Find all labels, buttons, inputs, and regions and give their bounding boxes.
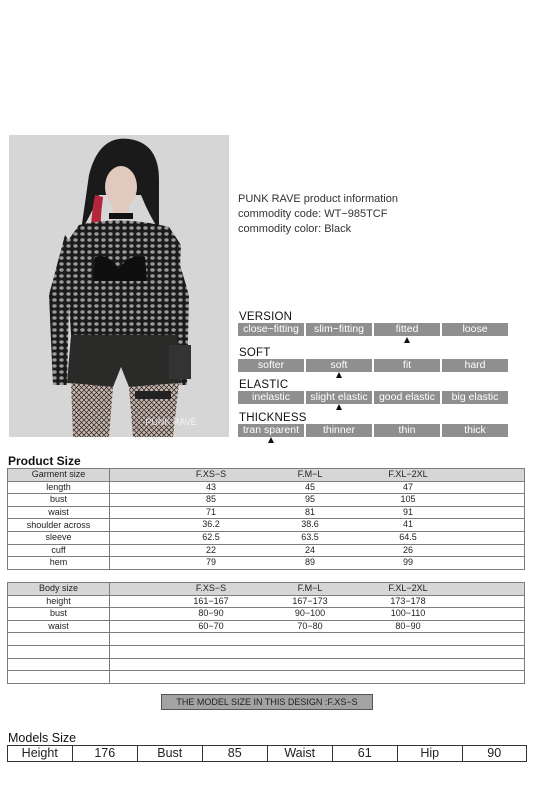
attr-option: close−fitting bbox=[238, 323, 304, 336]
attr-option: thick bbox=[442, 424, 508, 437]
size-value: 80−90 bbox=[198, 608, 224, 619]
info-brand-line: PUNK RAVE product information bbox=[238, 193, 398, 205]
table-values-cell bbox=[110, 645, 525, 658]
table-values-cell bbox=[110, 583, 525, 596]
watermark: PUNK RAVE bbox=[145, 417, 197, 427]
table-values-cell bbox=[110, 620, 525, 633]
table-row bbox=[8, 544, 525, 557]
size-column-header: F.XL−2XL bbox=[388, 583, 428, 593]
table-row-label: bust bbox=[8, 608, 110, 621]
size-value: 71 bbox=[205, 506, 217, 517]
table-row-label bbox=[8, 671, 110, 684]
size-value: 85 bbox=[205, 494, 217, 505]
attr-option: soft bbox=[306, 359, 372, 372]
table-row-label: cuff bbox=[8, 544, 110, 557]
size-value: 64.5 bbox=[399, 531, 417, 542]
table-row bbox=[8, 506, 525, 519]
attr-option: thinner bbox=[306, 424, 372, 437]
attr-marker-thickness bbox=[268, 437, 274, 443]
models-size-cell: 61 bbox=[332, 745, 399, 762]
attr-option: tran sparent bbox=[238, 424, 304, 437]
attr-option: good elastic bbox=[374, 391, 440, 404]
table-row bbox=[8, 671, 525, 684]
attr-scale-elastic bbox=[238, 391, 508, 404]
size-column-header: F.XL−2XL bbox=[388, 469, 428, 479]
table-row bbox=[8, 645, 525, 658]
attr-option: slight elastic bbox=[306, 391, 372, 404]
models-size-cell: 90 bbox=[462, 745, 528, 762]
table-header-row bbox=[8, 469, 525, 482]
size-value: 26 bbox=[402, 544, 414, 555]
models-size-cell: Height bbox=[7, 745, 73, 762]
models-size-cell: Bust bbox=[137, 745, 203, 762]
table-values-cell bbox=[110, 481, 525, 494]
info-commodity-color: commodity color: Black bbox=[238, 223, 352, 235]
attr-option: thin bbox=[374, 424, 440, 437]
size-value: 167−173 bbox=[292, 595, 328, 606]
table-row bbox=[8, 620, 525, 633]
size-column-header: F.XS−S bbox=[195, 469, 227, 479]
size-value: 62.5 bbox=[202, 531, 220, 542]
table-row bbox=[8, 481, 525, 494]
attr-option: loose bbox=[442, 323, 508, 336]
size-value: 161−167 bbox=[193, 595, 229, 606]
models-size-cell: Waist bbox=[267, 745, 333, 762]
model-illustration bbox=[9, 135, 229, 437]
size-column-header: F.XS−S bbox=[195, 583, 227, 593]
table-row-label bbox=[8, 645, 110, 658]
size-value: 89 bbox=[304, 557, 316, 568]
attr-title-thickness: THICKNESS bbox=[239, 412, 307, 424]
table-values-cell bbox=[110, 658, 525, 671]
table-values-cell bbox=[110, 671, 525, 684]
table-row-label: bust bbox=[8, 494, 110, 507]
table-row bbox=[8, 494, 525, 507]
attr-title-version: VERSION bbox=[239, 311, 293, 323]
size-value: 105 bbox=[400, 494, 416, 505]
attr-title-elastic: ELASTIC bbox=[239, 379, 289, 391]
table-row bbox=[8, 633, 525, 646]
product-photo bbox=[9, 135, 229, 437]
size-value: 63.5 bbox=[301, 531, 319, 542]
attr-option: hard bbox=[442, 359, 508, 372]
table-row-label: waist bbox=[8, 620, 110, 633]
attr-scale-thickness bbox=[238, 424, 508, 437]
size-value: 24 bbox=[304, 544, 316, 555]
table-row-label: hem bbox=[8, 557, 110, 570]
size-value: 43 bbox=[205, 481, 217, 492]
table-row bbox=[8, 658, 525, 671]
product-size-title: Product Size bbox=[8, 454, 81, 468]
size-value: 99 bbox=[402, 557, 414, 568]
table-row bbox=[8, 519, 525, 532]
table-values-cell bbox=[110, 557, 525, 570]
models-size-title: Models Size bbox=[8, 731, 77, 745]
attr-scale-version bbox=[238, 323, 508, 336]
size-value: 173−178 bbox=[390, 595, 426, 606]
attr-option: slim−fitting bbox=[306, 323, 372, 336]
table-header-row bbox=[8, 583, 525, 596]
table-row-label: shoulder across bbox=[8, 519, 110, 532]
table-row bbox=[8, 557, 525, 570]
garment-size-table bbox=[7, 468, 525, 570]
table-row-label: length bbox=[8, 481, 110, 494]
attr-option: fit bbox=[374, 359, 440, 372]
table-row bbox=[8, 608, 525, 621]
table-values-cell bbox=[110, 608, 525, 621]
table-row-label bbox=[8, 658, 110, 671]
table-row-label: height bbox=[8, 595, 110, 608]
attr-marker-version bbox=[404, 337, 410, 343]
size-value: 81 bbox=[304, 506, 316, 517]
table-values-cell bbox=[110, 633, 525, 646]
table-row-label: waist bbox=[8, 506, 110, 519]
size-value: 80−90 bbox=[395, 620, 421, 631]
models-size-cell: 85 bbox=[202, 745, 269, 762]
attr-option: big elastic bbox=[442, 391, 508, 404]
table-row-label bbox=[8, 633, 110, 646]
attr-scale-soft bbox=[238, 359, 508, 372]
table-values-cell bbox=[110, 544, 525, 557]
attr-title-soft: SOFT bbox=[239, 347, 271, 359]
size-value: 47 bbox=[402, 481, 414, 492]
table-values-cell bbox=[110, 469, 525, 482]
table-row bbox=[8, 595, 525, 608]
body-size-table bbox=[7, 582, 525, 684]
size-value: 91 bbox=[402, 506, 414, 517]
attr-option: inelastic bbox=[238, 391, 304, 404]
size-value: 22 bbox=[205, 544, 217, 555]
size-column-header: F.M−L bbox=[297, 583, 323, 593]
attr-option: softer bbox=[238, 359, 304, 372]
models-size-row bbox=[7, 745, 526, 762]
info-commodity-code: commodity code: WT−985TCF bbox=[238, 208, 388, 220]
size-value: 79 bbox=[205, 557, 217, 568]
size-column-header: F.M−L bbox=[297, 469, 323, 479]
size-value: 41 bbox=[402, 519, 414, 530]
size-value: 95 bbox=[304, 494, 316, 505]
models-size-cell: 176 bbox=[72, 745, 139, 762]
table-header-label: Garment size bbox=[8, 469, 110, 482]
size-value: 60−70 bbox=[198, 620, 224, 631]
size-value: 38.6 bbox=[301, 519, 319, 530]
table-values-cell bbox=[110, 531, 525, 544]
table-values-cell bbox=[110, 595, 525, 608]
models-size-cell: Hip bbox=[397, 745, 463, 762]
size-value: 70−80 bbox=[297, 620, 323, 631]
table-values-cell bbox=[110, 494, 525, 507]
table-header-label: Body size bbox=[8, 583, 110, 596]
size-value: 100−110 bbox=[390, 608, 426, 619]
size-value: 45 bbox=[304, 481, 316, 492]
table-row bbox=[8, 531, 525, 544]
attr-marker-elastic bbox=[336, 404, 342, 410]
size-value: 90−100 bbox=[294, 608, 326, 619]
table-values-cell bbox=[110, 519, 525, 532]
attr-marker-soft bbox=[336, 372, 342, 378]
model-size-note: THE MODEL SIZE IN THIS DESIGN :F.XS−S bbox=[161, 694, 373, 710]
table-values-cell bbox=[110, 506, 525, 519]
table-row-label: sleeve bbox=[8, 531, 110, 544]
size-value: 36.2 bbox=[202, 519, 220, 530]
attr-option: fitted bbox=[374, 323, 440, 336]
